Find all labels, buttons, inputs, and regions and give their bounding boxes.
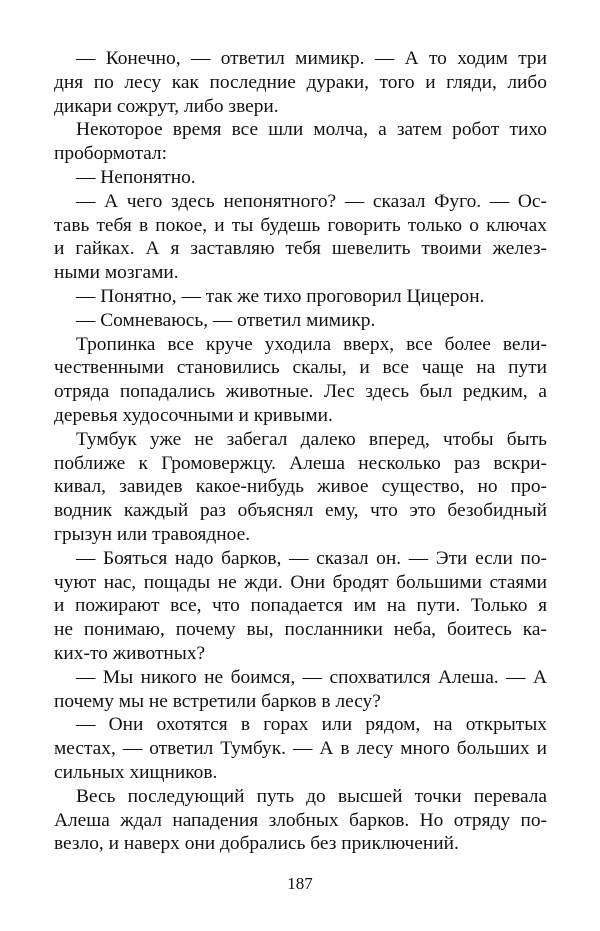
text-line: ких-то животных?	[54, 642, 206, 664]
text-line: — Мы никого не боимся, — спохватился Алеша. — А	[76, 666, 547, 688]
text-line: — Бояться надо барков, — сказал он. — Эти если по-	[76, 547, 547, 569]
text-line: — Сомневаюсь, — ответил мимикр.	[76, 309, 376, 331]
body-text	[54, 47, 547, 856]
text-line: сильных хищников.	[54, 761, 218, 783]
text-line: — Они охотятся в горах или рядом, на открытых	[76, 714, 547, 736]
text-line: Тумбук уже не забегал далеко вперед, чтобы быть	[76, 428, 547, 450]
text-line: и пожирают все, что попадается им на пути. Только я	[54, 595, 547, 617]
text-line: Алеша ждал нападения злобных барков. Но отряду по-	[54, 809, 547, 831]
text-line: Некоторое время все шли молча, а затем робот тихо	[76, 119, 547, 141]
text-line: везло, и наверх они добрались без приключений.	[54, 833, 459, 855]
text-line: отряда попадались животные. Лес здесь был редким, а	[54, 381, 547, 403]
text-line: — Непонятно.	[76, 166, 196, 188]
text-line: пробормотал:	[54, 143, 167, 165]
text-line: не понимаю, почему вы, посланники неба, боитесь ка-	[54, 619, 547, 641]
text-line: дикари сожрут, либо звери.	[54, 95, 279, 117]
text-line: кивал, завидев какое-нибудь живое существо, но про-	[54, 476, 547, 498]
text-line: Тропинка все круче уходила вверх, все более вели-	[76, 333, 547, 355]
text-line: — Понятно, — так же тихо проговорил Цицерон.	[76, 285, 485, 307]
page-number: 187	[287, 874, 313, 893]
text-line: водник каждый раз объяснял ему, что это безобидный	[54, 500, 547, 522]
text-line: деревья худосочными и кривыми.	[54, 404, 333, 426]
text-line: чественными становились скалы, и все чаще на пути	[54, 357, 547, 379]
text-line: дня по лесу как последние дураки, того и гляди, либо	[54, 71, 547, 93]
text-line: — А чего здесь непонятного? — сказал Фуго. — Ос-	[76, 190, 547, 212]
text-line: и гайках. А я заставляю тебя шевелить твоими желез-	[54, 238, 547, 260]
text-line: поближе к Громовержцу. Алеша несколько раз вскри-	[54, 452, 547, 474]
text-line: грызун или травоядное.	[54, 523, 251, 545]
text-line: Весь последующий путь до высшей точки перевала	[76, 785, 547, 807]
text-line: чуют нас, пощады не жди. Они бродят большими стаями	[54, 571, 547, 593]
text-line: местах, — ответил Тумбук. — А в лесу много больших и	[54, 738, 547, 760]
text-line: — Конечно, — ответил мимикр. — А то ходим три	[76, 48, 547, 69]
text-line: ными мозгами.	[54, 262, 179, 284]
text-line: тавь тебя в покое, и ты будешь говорить только о ключах	[54, 214, 547, 236]
text-line: почему мы не встретили барков в лесу?	[54, 690, 381, 712]
